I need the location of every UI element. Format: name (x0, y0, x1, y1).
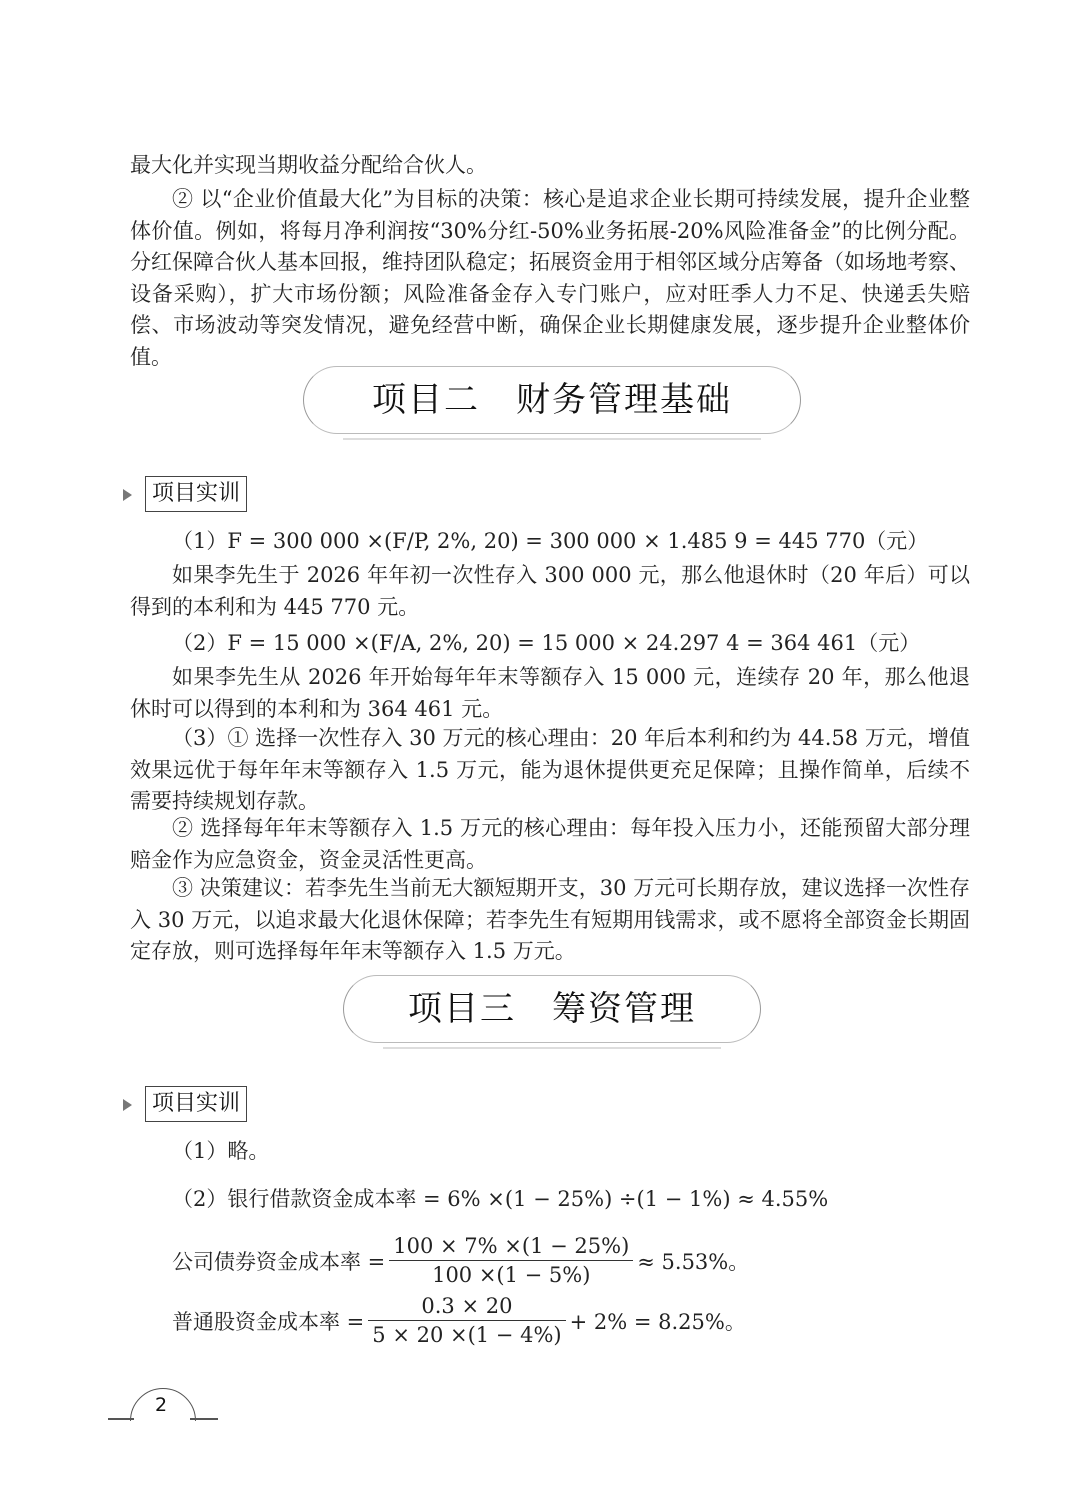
paragraph-5: ③ 决策建议：若李先生当前无大额短期开支，30 万元可长期存放，建议选择一次性存入 30 万元，以追求最大化退休保障；若李先生有短期用钱需求，或不愿将全部资金长期固定存放，则可选择每年年末等额存入 1.5 万元。 (130, 876, 970, 963)
page-number-badge (108, 1388, 218, 1428)
bond-denominator: 100 ×(1 − 5%) (432, 1263, 591, 1287)
triangle-bullet-icon (123, 489, 132, 501)
formula-1: （1）F = 300 000 ×(F/P, 2%, 20) = 300 000 × 1.485 9 = 445 770（元） (172, 529, 929, 553)
project2-banner (303, 366, 801, 434)
stock-numerator: 0.3 × 20 (368, 1292, 565, 1321)
stock-fraction (368, 1292, 565, 1349)
intro-line: 最大化并实现当期收益分配给合伙人。 (130, 153, 487, 177)
section-tag-label: 项目实训 (145, 476, 247, 512)
bond-numerator: 100 × 7% ×(1 − 25%) (389, 1232, 633, 1261)
page-baseline-right (190, 1418, 218, 1420)
project2-title: 项目二 财务管理基础 (372, 380, 732, 420)
banner-shadow (343, 438, 761, 440)
stock-label: 普通股资金成本率 = (172, 1309, 365, 1334)
page-number: 2 (154, 1394, 168, 1416)
bond-fraction (389, 1232, 633, 1289)
bond-cost-equation (172, 1232, 749, 1289)
project3-banner (343, 975, 761, 1043)
paragraph-3: （3）① 选择一次性存入 30 万元的核心理由：20 年后本利和约为 44.58 万元，增值效果远优于每年年末等额存入 1.5 万元，能为退休提供更充足保障；且操作简单，后续不需要持续规划存款。 (130, 726, 970, 813)
stock-result: + 2% = 8.25%。 (569, 1309, 746, 1334)
item-2-bank-loan: （2）银行借款资金成本率 = 6% ×(1 − 25%) ÷(1 − 1%) ≈ 4.55% (172, 1187, 829, 1211)
intro-paragraph: ② 以“企业价值最大化”为目标的决策：核心是追求企业长期可持续发展，提升企业整体价值。例如，将每月净利润按“30%分红-50%业务拓展-20%风险准备金”的比例分配。分红保障合伙人基本回报，维持团队稳定；拓展资金用于相邻区域分店筹备（如场地考察、设备采购），扩大市场份额；风险准备金存入专门账户，应对旺季人力不足、快递丢失赔偿、市场波动等突发情况，避免经营中断，确保企业长期健康发展，逐步提升企业整体价值。 (130, 187, 970, 369)
paragraph-4: ② 选择每年年末等额存入 1.5 万元的核心理由：每年投入压力小，还能预留大部分理赔金作为应急资金，资金灵活性更高。 (130, 816, 970, 872)
item-1: （1）略。 (172, 1139, 270, 1163)
paragraph-2: 如果李先生从 2026 年开始每年年末等额存入 15 000 元，连续存 20 年，那么他退休时可以得到的本利和为 364 461 元。 (130, 665, 970, 721)
bond-label: 公司债券资金成本率 = (172, 1249, 386, 1274)
stock-denominator: 5 × 20 ×(1 − 4%) (372, 1323, 562, 1347)
banner-shadow (383, 1047, 721, 1049)
project3-title: 项目三 筹资管理 (408, 989, 696, 1029)
formula-2: （2）F = 15 000 ×(F/A, 2%, 20) = 15 000 × 24.297 4 = 364 461（元） (172, 631, 921, 655)
bond-result: ≈ 5.53%。 (637, 1249, 750, 1274)
paragraph-1: 如果李先生于 2026 年年初一次性存入 300 000 元，那么他退休时（20 年后）可以得到的本利和为 445 770 元。 (130, 563, 970, 619)
stock-cost-equation (172, 1292, 746, 1349)
triangle-bullet-icon (123, 1099, 132, 1111)
page-baseline-left (108, 1418, 134, 1420)
section-tag-label: 项目实训 (145, 1086, 247, 1122)
